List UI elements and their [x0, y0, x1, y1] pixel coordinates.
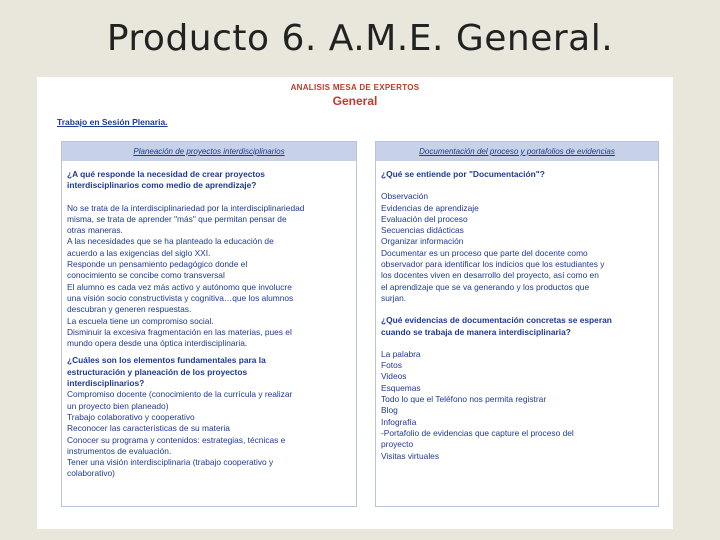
left-column: [61, 141, 357, 507]
text-line: ¿Qué se entiende por "Documentación"?: [381, 169, 545, 179]
right-answer-1: [381, 191, 654, 304]
text-line: un proyecto bien planeado): [67, 400, 169, 411]
header-line-1: ANALISIS MESA DE EXPERTOS: [290, 83, 420, 92]
text-line: instrumentos de evaluación.: [67, 445, 172, 456]
slide-title: Producto 6. A.M.E. General.: [106, 18, 614, 59]
text-line: Documentar es un proceso que parte del docente como: [381, 247, 588, 258]
text-line: acuerdo a las exigencias del siglo XXI.: [67, 247, 211, 258]
text-line: Evidencias de aprendizaje: [381, 202, 479, 213]
text-line: Compromiso docente (conocimiento de la currícula y realizar: [67, 389, 293, 400]
text-line: el aprendizaje que se va generando y los productos que: [381, 281, 590, 292]
text-line: colaborativo): [67, 468, 115, 479]
text-line: Trabajo colaborativo y cooperativo: [67, 411, 195, 422]
text-line: interdisciplinarios como medio de aprendizaje?: [67, 180, 257, 191]
text-line: El alumno es cada vez más activo y autónomo que involucre: [67, 281, 292, 292]
text-line: Responde un pensamiento pedagógico donde el: [67, 259, 248, 270]
text-line: los docentes viven en desarrollo del proyecto, así como en: [381, 270, 599, 281]
header-line-2: General: [332, 94, 378, 108]
text-line: una visión socio constructivista y cognitiva…que los alumnos: [67, 292, 294, 303]
text-line: Fotos: [381, 360, 402, 371]
text-line: La palabra: [381, 348, 421, 359]
text-line: ¿Cuáles son los elementos fundamentales para la: [67, 355, 266, 366]
text-line: interdisciplinarios?: [67, 378, 145, 389]
text-line: observador para identificar los indicios que los estudiantes y: [381, 259, 605, 270]
text-line: Secuencias didácticas: [381, 225, 464, 236]
text-line: cuando se trabaja de manera interdisciplinaria?: [381, 326, 571, 337]
text-line: No se trata de la interdisciplinariedad por la interdisciplinariedad: [67, 202, 305, 213]
text-line: descubran y generen respuestas.: [67, 304, 192, 315]
text-line: otras maneras.: [67, 225, 123, 236]
left-answer-2: [67, 389, 352, 479]
right-answer-2: [381, 349, 654, 462]
right-column-body: [376, 161, 658, 462]
left-column-heading: Planeación de proyectos interdisciplinarios: [62, 142, 356, 161]
right-column-heading: Documentación del proceso y portafolios de evidencias: [376, 142, 658, 161]
text-line: conocimiento se concibe como transversal: [67, 270, 225, 281]
text-line: Infografía: [381, 416, 417, 427]
text-line: Blog: [381, 405, 398, 416]
text-line: proyecto: [381, 439, 414, 450]
text-line: Evaluación del proceso: [381, 213, 468, 224]
left-question-2: [67, 355, 352, 389]
text-line: mundo opera desde una óptica interdisciplinaria.: [67, 338, 248, 349]
text-line: Conocer su programa y contenidos: estrategias, técnicas e: [67, 434, 286, 445]
left-question-1: [67, 169, 352, 192]
text-line: surjan.: [381, 292, 407, 303]
document-page: [37, 77, 673, 529]
text-line: -Portafolio de evidencias que capture el proceso del: [381, 427, 574, 438]
right-question-1: [381, 169, 654, 180]
text-line: misma, se trata de aprender "más" que permitan pensar de: [67, 213, 287, 224]
left-answer-1: [67, 203, 352, 350]
text-line: La escuela tiene un compromiso social.: [67, 315, 214, 326]
right-column: [375, 141, 659, 507]
text-line: Observación: [381, 191, 429, 202]
text-line: ¿Qué evidencias de documentación concretas se esperan: [381, 315, 612, 326]
text-line: Videos: [381, 371, 407, 382]
text-line: A las necesidades que se ha planteado la educación de: [67, 236, 274, 247]
text-line: estructuración y planeación de los proyectos: [67, 366, 248, 377]
text-line: Reconocer las características de su materia: [67, 423, 230, 434]
session-label: Trabajo en Sesión Plenaria.: [57, 117, 168, 127]
text-line: Esquemas: [381, 382, 421, 393]
text-line: Disminuir la excesiva fragmentación en las materias, pues el: [67, 326, 292, 337]
right-question-2: [381, 315, 654, 338]
text-line: Todo lo que el Teléfono nos permita registrar: [381, 394, 547, 405]
document-header: [37, 83, 673, 108]
text-line: ¿A qué responde la necesidad de crear proyectos: [67, 169, 265, 179]
text-line: Tener una visión interdisciplinaria (trabajo cooperativo y: [67, 457, 274, 468]
text-line: Organizar información: [381, 236, 464, 247]
left-column-body: [62, 161, 356, 480]
text-line: Visitas virtuales: [381, 450, 440, 461]
